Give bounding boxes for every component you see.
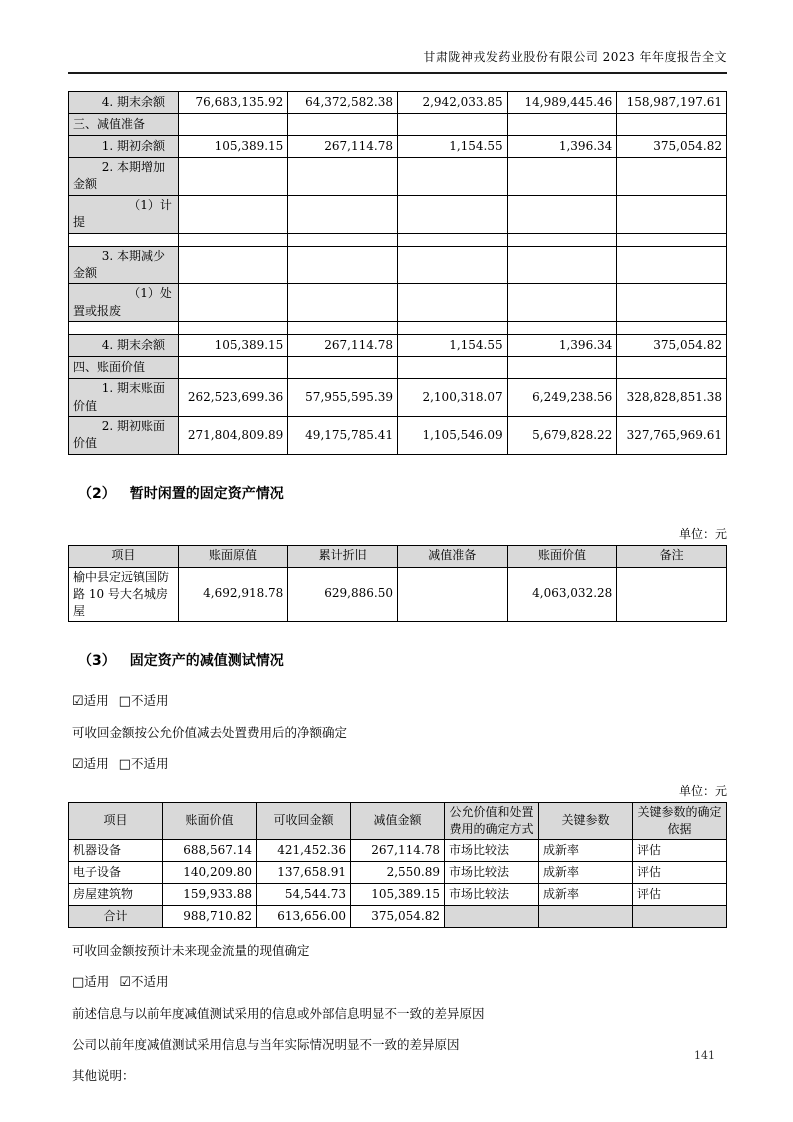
value-cell bbox=[178, 284, 288, 322]
parameter-cell: 成新率 bbox=[539, 862, 633, 884]
table-row bbox=[69, 840, 727, 862]
value-cell: 1,154.55 bbox=[397, 335, 507, 357]
value-cell: 158,987,197.61 bbox=[617, 92, 727, 114]
table-row bbox=[69, 284, 727, 322]
value-cell: 159,933.88 bbox=[163, 884, 257, 906]
row-label-cell: 2. 期初账面价值 bbox=[69, 416, 179, 454]
value-cell: 6,249,238.56 bbox=[507, 379, 617, 417]
column-header: 账面价值 bbox=[163, 802, 257, 840]
value-cell: 267,114.78 bbox=[351, 840, 445, 862]
checkbox-unchecked-icon: □ bbox=[72, 975, 85, 991]
value-cell bbox=[288, 246, 398, 284]
page-number: 141 bbox=[694, 1049, 715, 1062]
row-label-cell: 3. 本期减少金额 bbox=[69, 246, 179, 284]
method-cell: 市场比较法 bbox=[445, 840, 539, 862]
basis-cell: 评估 bbox=[633, 840, 727, 862]
method-cell: 市场比较法 bbox=[445, 862, 539, 884]
value-cell bbox=[397, 158, 507, 196]
row-label-cell: 三、减值准备 bbox=[69, 114, 179, 136]
table-row bbox=[69, 862, 727, 884]
value-cell: 105,389.15 bbox=[178, 136, 288, 158]
checkbox-checked-icon: ☑ bbox=[72, 756, 84, 772]
value-cell: 137,658.91 bbox=[257, 862, 351, 884]
value-cell bbox=[178, 158, 288, 196]
item-cell: 房屋建筑物 bbox=[69, 884, 163, 906]
value-cell: 4,692,918.78 bbox=[178, 567, 288, 621]
column-header: 关键参数 bbox=[539, 802, 633, 840]
row-label-cell: 1. 期末账面价值 bbox=[69, 379, 179, 417]
value-cell: 262,523,699.36 bbox=[178, 379, 288, 417]
item-cell: 榆中县定远镇国防路 10 号大名城房屋 bbox=[69, 567, 179, 621]
value-cell bbox=[178, 357, 288, 379]
table-header-row bbox=[69, 802, 727, 840]
parameter-cell: 成新率 bbox=[539, 840, 633, 862]
checkbox-label: 不适用 bbox=[130, 974, 169, 990]
other-note-label: 其他说明： bbox=[72, 1068, 135, 1084]
value-cell bbox=[617, 284, 727, 322]
value-cell bbox=[288, 233, 398, 246]
value-cell: 54,544.73 bbox=[257, 884, 351, 906]
table-row bbox=[69, 416, 727, 454]
value-cell bbox=[288, 195, 398, 233]
value-cell bbox=[507, 246, 617, 284]
value-cell bbox=[507, 322, 617, 335]
column-header: 累计折旧 bbox=[288, 545, 398, 567]
table-row bbox=[69, 884, 727, 906]
column-header: 备注 bbox=[617, 545, 727, 567]
value-cell bbox=[288, 114, 398, 136]
row-label-cell bbox=[69, 233, 179, 246]
value-cell bbox=[617, 357, 727, 379]
value-cell: 2,942,033.85 bbox=[397, 92, 507, 114]
value-cell bbox=[178, 233, 288, 246]
column-header: 关键参数的确定依据 bbox=[633, 802, 727, 840]
value-cell bbox=[288, 284, 398, 322]
table-row bbox=[69, 246, 727, 284]
unit-label: 单位：元 bbox=[678, 526, 727, 541]
unit-label: 单位：元 bbox=[678, 783, 727, 798]
table-row bbox=[69, 233, 727, 246]
method-cell bbox=[445, 906, 539, 928]
value-cell bbox=[507, 357, 617, 379]
value-cell bbox=[397, 195, 507, 233]
value-cell bbox=[288, 357, 398, 379]
value-cell bbox=[397, 246, 507, 284]
value-cell bbox=[507, 195, 617, 233]
basis-cell: 评估 bbox=[633, 884, 727, 906]
value-cell: 375,054.82 bbox=[617, 136, 727, 158]
checkbox-checked-icon: ☑ bbox=[119, 975, 131, 991]
value-cell bbox=[507, 158, 617, 196]
document-title: 甘肃陇神戎发药业股份有限公司 2023 年年度报告全文 bbox=[423, 50, 727, 64]
table-row bbox=[69, 335, 727, 357]
table-row bbox=[69, 114, 727, 136]
table-row bbox=[69, 357, 727, 379]
table-header-row bbox=[69, 545, 727, 567]
value-cell bbox=[397, 233, 507, 246]
value-cell bbox=[397, 284, 507, 322]
checkbox-unchecked-icon: □ bbox=[118, 693, 131, 709]
checkbox-label: 适用 bbox=[83, 692, 109, 708]
section-number: （3） bbox=[78, 652, 116, 669]
row-label-cell bbox=[69, 322, 179, 335]
impairment-test-table bbox=[68, 802, 727, 929]
value-cell: 2,550.89 bbox=[351, 862, 445, 884]
table-row bbox=[69, 92, 727, 114]
column-header: 公允价值和处置费用的确定方式 bbox=[445, 802, 539, 840]
value-cell: 64,372,582.38 bbox=[288, 92, 398, 114]
row-label-cell: （1）计提 bbox=[69, 195, 179, 233]
parameter-cell bbox=[539, 906, 633, 928]
table-row bbox=[69, 322, 727, 335]
value-cell: 613,656.00 bbox=[257, 906, 351, 928]
checkbox-label: 适用 bbox=[84, 974, 110, 990]
diff-reason-prior-year: 公司以前年度减值测试采用信息与当年实际情况明显不一致的差异原因 bbox=[72, 1037, 460, 1053]
value-cell: 1,396.34 bbox=[507, 136, 617, 158]
value-cell bbox=[288, 158, 398, 196]
value-cell: 327,765,969.61 bbox=[617, 416, 727, 454]
table-row bbox=[69, 136, 727, 158]
value-cell: 57,955,595.39 bbox=[288, 379, 398, 417]
diff-reason-external: 前述信息与以前年度减值测试采用的信息或外部信息明显不一致的差异原因 bbox=[72, 1006, 485, 1022]
applicability-line-3 bbox=[72, 973, 727, 991]
basis-cell: 评估 bbox=[633, 862, 727, 884]
row-label-cell: 2. 本期增加金额 bbox=[69, 158, 179, 196]
idle-assets-table bbox=[68, 545, 727, 622]
section-heading-idle-assets bbox=[78, 483, 727, 503]
value-cell bbox=[288, 322, 398, 335]
value-cell bbox=[617, 114, 727, 136]
row-label-cell: 1. 期初余额 bbox=[69, 136, 179, 158]
basis-cell bbox=[633, 906, 727, 928]
section-title: 固定资产的减值测试情况 bbox=[129, 652, 284, 669]
applicability-line-1 bbox=[72, 692, 727, 710]
value-cell: 421,452.36 bbox=[257, 840, 351, 862]
fair-value-note: 可收回金额按公允价值减去处置费用后的净额确定 bbox=[72, 724, 348, 740]
checkbox-label: 适用 bbox=[83, 755, 109, 771]
checkbox-unchecked-icon: □ bbox=[118, 756, 131, 772]
value-cell: 105,389.15 bbox=[178, 335, 288, 357]
column-header: 账面价值 bbox=[507, 545, 617, 567]
value-cell: 688,567.14 bbox=[163, 840, 257, 862]
applicability-line-2 bbox=[72, 755, 727, 773]
value-cell bbox=[617, 246, 727, 284]
value-cell bbox=[507, 233, 617, 246]
total-label-cell: 合计 bbox=[69, 906, 163, 928]
value-cell: 2,100,318.07 bbox=[397, 379, 507, 417]
value-cell bbox=[617, 233, 727, 246]
value-cell: 328,828,851.38 bbox=[617, 379, 727, 417]
value-cell bbox=[397, 114, 507, 136]
value-cell: 271,804,809.89 bbox=[178, 416, 288, 454]
parameter-cell: 成新率 bbox=[539, 884, 633, 906]
value-cell bbox=[397, 322, 507, 335]
present-value-note: 可收回金额按预计未来现金流量的现值确定 bbox=[72, 943, 310, 959]
column-header: 项目 bbox=[69, 802, 163, 840]
value-cell bbox=[617, 195, 727, 233]
value-cell bbox=[397, 567, 507, 621]
checkbox-label: 不适用 bbox=[130, 692, 169, 708]
row-label-cell: （1）处置或报废 bbox=[69, 284, 179, 322]
row-label-cell: 4. 期末余额 bbox=[69, 92, 179, 114]
checkbox-label: 不适用 bbox=[130, 755, 169, 771]
method-cell: 市场比较法 bbox=[445, 884, 539, 906]
value-cell: 49,175,785.41 bbox=[288, 416, 398, 454]
value-cell: 1,154.55 bbox=[397, 136, 507, 158]
value-cell bbox=[178, 195, 288, 233]
value-cell: 629,886.50 bbox=[288, 567, 398, 621]
value-cell: 5,679,828.22 bbox=[507, 416, 617, 454]
table-row bbox=[69, 195, 727, 233]
checkbox-checked-icon: ☑ bbox=[72, 693, 84, 709]
value-cell: 1,396.34 bbox=[507, 335, 617, 357]
value-cell: 375,054.82 bbox=[617, 335, 727, 357]
value-cell: 267,114.78 bbox=[288, 136, 398, 158]
column-header: 可收回金额 bbox=[257, 802, 351, 840]
value-cell bbox=[178, 322, 288, 335]
table-row bbox=[69, 158, 727, 196]
table-row bbox=[69, 567, 727, 621]
section-heading-impairment-test bbox=[78, 650, 727, 670]
value-cell bbox=[617, 158, 727, 196]
remark-cell bbox=[617, 567, 727, 621]
value-cell: 988,710.82 bbox=[163, 906, 257, 928]
item-cell: 机器设备 bbox=[69, 840, 163, 862]
value-cell bbox=[507, 114, 617, 136]
fixed-assets-table bbox=[68, 91, 727, 455]
value-cell bbox=[397, 357, 507, 379]
value-cell: 375,054.82 bbox=[351, 906, 445, 928]
value-cell: 4,063,032.28 bbox=[507, 567, 617, 621]
row-label-cell: 四、账面价值 bbox=[69, 357, 179, 379]
column-header: 减值金额 bbox=[351, 802, 445, 840]
item-cell: 电子设备 bbox=[69, 862, 163, 884]
value-cell bbox=[507, 284, 617, 322]
value-cell: 105,389.15 bbox=[351, 884, 445, 906]
value-cell bbox=[178, 246, 288, 284]
value-cell bbox=[178, 114, 288, 136]
section-number: （2） bbox=[78, 485, 116, 502]
column-header: 账面原值 bbox=[178, 545, 288, 567]
value-cell bbox=[617, 322, 727, 335]
value-cell: 140,209.80 bbox=[163, 862, 257, 884]
value-cell: 14,989,445.46 bbox=[507, 92, 617, 114]
document-header bbox=[68, 0, 727, 74]
value-cell: 267,114.78 bbox=[288, 335, 398, 357]
section-title: 暂时闲置的固定资产情况 bbox=[129, 485, 284, 502]
table-total-row bbox=[69, 906, 727, 928]
row-label-cell: 4. 期末余额 bbox=[69, 335, 179, 357]
value-cell: 1,105,546.09 bbox=[397, 416, 507, 454]
column-header: 项目 bbox=[69, 545, 179, 567]
column-header: 减值准备 bbox=[397, 545, 507, 567]
table-row bbox=[69, 379, 727, 417]
value-cell: 76,683,135.92 bbox=[178, 92, 288, 114]
